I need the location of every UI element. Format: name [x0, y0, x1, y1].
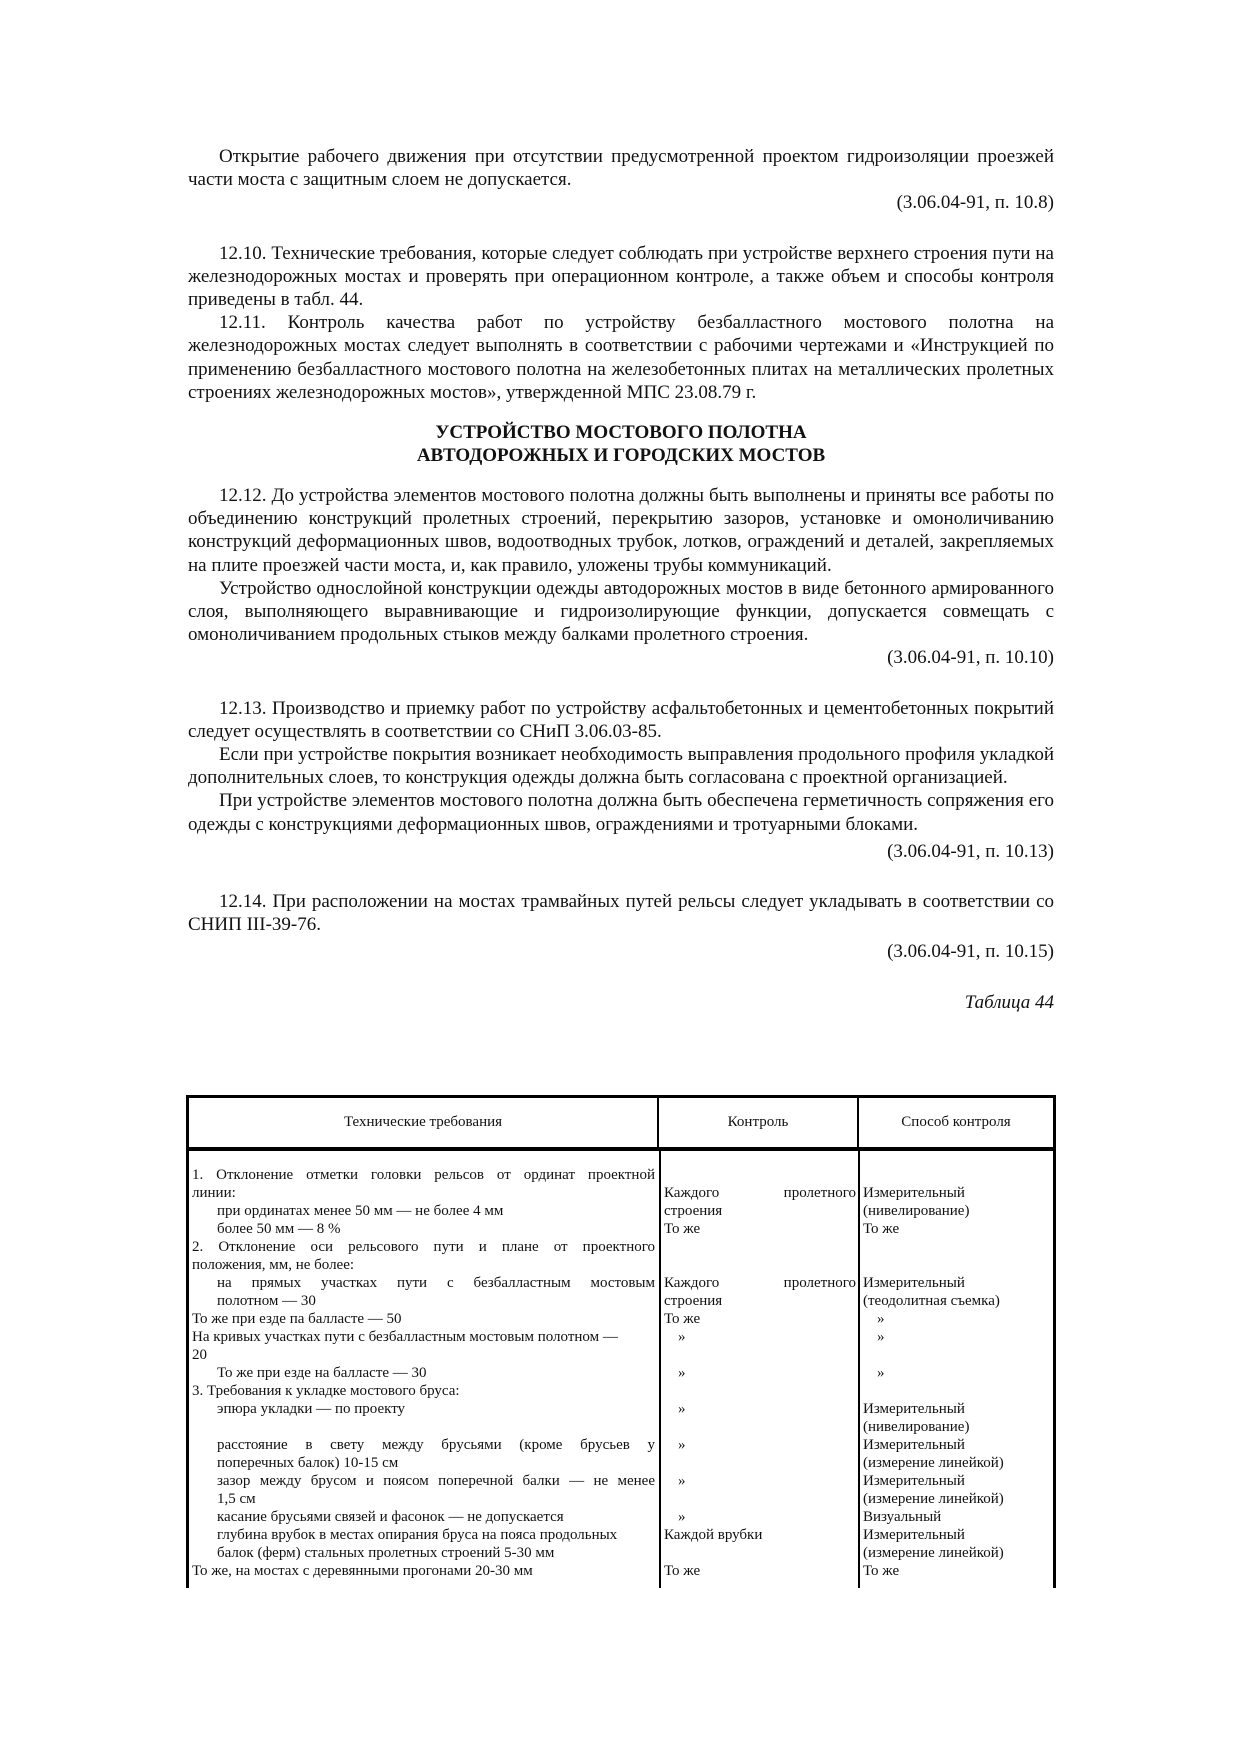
control-method-cell: (нивелирование)	[863, 1203, 970, 1219]
requirement-line: балок (ферм) стальных пролетных строений 5-30 мм	[217, 1545, 555, 1561]
paragraph-12-12-b: Устройство однослойной конструкции одежды автодорожных мостов в виде бетонного армированного слоя, выполняющего выравнивающие и гидроизолирующие функции, допускается совмещать с омоноличиванием продольных стыков между балками пролетного строения.	[188, 577, 1054, 646]
table-body	[186, 1151, 1056, 1588]
paragraph-12-12: 12.12. До устройства элементов мостового полотна должны быть выполнены и приняты все работы по объединению конструкций пролетных строений, перекрытию зазоров, установке и омоноличиванию конструкций деформационных швов, водоотводных трубок, лотков, ограждений и деталей, закрепляемых на плите проезжей части моста, и, как правило, уложены трубы коммуникаций.	[188, 485, 1054, 576]
control-method-cell: »	[877, 1311, 885, 1327]
reference-10-13: (3.06.04-91, п. 10.13)	[887, 840, 1054, 862]
header-technical-requirements: Технические требования	[189, 1098, 659, 1147]
section-heading-line1: УСТРОЙСТВО МОСТОВОГО ПОЛОТНА	[435, 422, 807, 444]
control-method-cell: Измерительный	[863, 1437, 965, 1453]
control-method-cell: Измерительный	[863, 1527, 965, 1543]
control-cell: »	[678, 1473, 686, 1489]
reference-10-15: (3.06.04-91, п. 10.15)	[887, 941, 1054, 963]
requirement-line: 1. Отклонение отметки головки рельсов от ординат проектной	[192, 1167, 655, 1183]
requirement-line: линии:	[192, 1185, 236, 1201]
requirement-line: глубина врубок в местах опирания бруса на пояса продольных	[217, 1527, 618, 1543]
requirement-line: зазор между брусом и поясом поперечной балки — не менее	[217, 1473, 655, 1489]
requirement-line: На кривых участках пути с безбалластным мостовым полотном —	[192, 1329, 618, 1345]
section-heading-line2: АВТОДОРОЖНЫХ И ГОРОДСКИХ МОСТОВ	[416, 445, 826, 467]
control-method-cell: Измерительный	[863, 1473, 965, 1489]
control-method-cell: (измерение линейкой)	[863, 1491, 1004, 1507]
control-method-cell: Измерительный	[863, 1401, 965, 1417]
control-cell: »	[678, 1365, 686, 1381]
header-control: Контроль	[659, 1098, 859, 1147]
control-cell: То же	[664, 1311, 701, 1327]
requirement-line: 2. Отклонение оси рельсового пути и плане от проектного	[192, 1239, 655, 1255]
control-cell: Каждого пролетного	[664, 1275, 856, 1291]
reference-10-10: (3.06.04-91, п. 10.10)	[887, 647, 1054, 669]
column-divider	[659, 1151, 661, 1588]
table-header-row	[186, 1095, 1056, 1151]
control-method-cell: »	[877, 1365, 885, 1381]
requirement-line: расстояние в свету между брусьями (кроме брусьев у	[217, 1437, 655, 1453]
paragraph-12-11: 12.11. Контроль качества работ по устройству безбалластного мостового полотна на железнодорожных мостах следует выполнять в соответствии с рабочими чертежами и «Инструкцией по применению безбалластного мостового полотна на железобетонных плитах на металлических пролетных строениях железнодорожных мостов», утвержденной МПС 23.08.79 г.	[188, 312, 1054, 403]
control-cell: То же	[664, 1563, 701, 1579]
header-control-method: Способ контроля	[901, 1114, 1011, 1130]
control-method-cell: (нивелирование)	[863, 1419, 970, 1435]
requirement-line: полотном — 30	[217, 1293, 316, 1309]
reference-10-8: (3.06.04-91, п. 10.8)	[896, 192, 1054, 214]
requirement-line: касание брусьями связей и фасонок — не допускается	[217, 1509, 564, 1525]
control-method-cell: »	[877, 1329, 885, 1345]
requirement-line: 3. Требования к укладке мостового бруса:	[192, 1383, 460, 1399]
control-method-cell: (измерение линейкой)	[863, 1455, 1004, 1471]
requirement-line: на прямых участках пути с безбалластным мостовым	[217, 1275, 655, 1291]
requirement-line: при ординатах менее 50 мм — не более 4 мм	[217, 1203, 504, 1219]
requirement-line: То же при езде на балласте — 30	[217, 1365, 427, 1381]
control-method-cell: (теодолитная съемка)	[863, 1293, 1000, 1309]
column-divider	[858, 1151, 860, 1588]
control-cell: строения	[664, 1203, 723, 1219]
control-method-cell: (измерение линейкой)	[863, 1545, 1004, 1561]
paragraph-opening: Открытие рабочего движения при отсутствии предусмотренной проектом гидроизоляции проезжей части моста с защитным слоем не допускается.	[188, 146, 1054, 191]
requirement-line: положения, мм, не более:	[192, 1257, 355, 1273]
paragraph-12-13-b: Если при устройстве покрытия возникает необходимость выправления продольного профиля укладкой дополнительных слоев, то конструкция одежды должна быть согласована с проектной организацией.	[188, 744, 1054, 789]
control-method-cell: То же	[863, 1221, 900, 1237]
control-cell: строения	[664, 1293, 723, 1309]
requirement-line: 1,5 см	[217, 1491, 256, 1507]
control-cell: »	[678, 1329, 686, 1345]
control-cell: Каждого пролетного	[664, 1185, 856, 1201]
document-body	[188, 145, 1054, 1014]
table-44	[186, 1095, 1056, 1588]
control-method-cell: Измерительный	[863, 1185, 965, 1201]
paragraph-12-14: 12.14. При расположении на мостах трамвайных путей рельсы следует укладывать в соответствии со СНИП III-39-76.	[188, 891, 1054, 936]
control-method-cell: То же	[863, 1563, 900, 1579]
requirement-line: эпюра укладки — по проекту	[217, 1401, 406, 1417]
control-cell: То же	[664, 1221, 701, 1237]
control-method-cell: Визуальный	[863, 1509, 942, 1525]
requirement-line: То же при езде па балласте — 50	[192, 1311, 402, 1327]
requirement-line: поперечных балок) 10-15 см	[217, 1455, 399, 1471]
table-caption: Таблица 44	[964, 991, 1054, 1013]
paragraph-12-13: 12.13. Производство и приемку работ по устройству асфальтобетонных и цементобетонных покрытий следует осуществлять в соответствии со СНиП 3.06.03-85.	[188, 697, 1054, 742]
requirement-line: То же, на мостах с деревянными прогонами 20-30 мм	[192, 1563, 533, 1579]
control-cell: Каждой врубки	[664, 1527, 763, 1543]
control-method-cell: Измерительный	[863, 1275, 965, 1291]
control-cell: »	[678, 1509, 686, 1525]
paragraph-12-10: 12.10. Технические требования, которые следует соблюдать при устройстве верхнего строения пути на железнодорожных мостах и проверять при операционном контроле, а также объем и способы контроля приведены в табл. 44.	[188, 242, 1054, 311]
requirement-line: более 50 мм — 8 %	[217, 1221, 341, 1237]
control-cell: »	[678, 1401, 686, 1417]
control-cell: »	[678, 1437, 686, 1453]
requirement-line: 20	[192, 1347, 207, 1363]
paragraph-12-13-c: При устройстве элементов мостового полотна должна быть обеспечена герметичность сопряжения его одежды с конструкциями деформационных швов, ограждениями и тротуарными блоками.	[188, 790, 1054, 835]
